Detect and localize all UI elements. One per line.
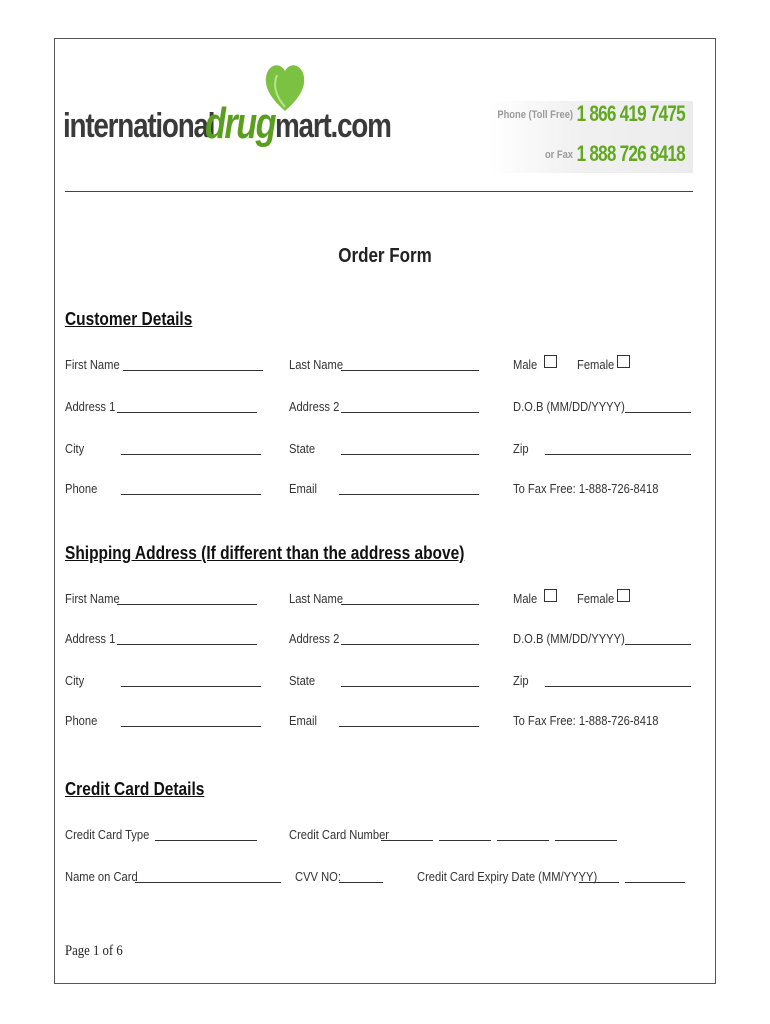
card-number-field-2[interactable] [439, 840, 491, 841]
shipping-zip-field[interactable] [545, 686, 691, 687]
customer-zip-field[interactable] [545, 454, 691, 455]
customer-male-label: Male [513, 357, 538, 372]
customer-email-field[interactable] [339, 494, 479, 495]
logo-text-international: international [63, 107, 215, 145]
customer-last-name-field[interactable] [341, 370, 479, 371]
shipping-male-label: Male [513, 591, 538, 606]
fax-number: 1 888 726 8418 [576, 141, 685, 166]
customer-phone-label: Phone [65, 481, 98, 496]
card-number-field-3[interactable] [497, 840, 549, 841]
toll-free-label: Phone (Toll Free) [497, 109, 573, 121]
page-number: Page 1 of 6 [65, 943, 123, 959]
customer-address1-field[interactable] [117, 412, 257, 413]
header-divider [65, 191, 693, 192]
shipping-last-name-field[interactable] [341, 604, 479, 605]
customer-details-heading: Customer Details [65, 309, 193, 329]
shipping-state-label: State [289, 673, 316, 688]
logo-text-mart: mart.com [275, 107, 391, 145]
card-number-field-4[interactable] [555, 840, 617, 841]
customer-email-label: Email [289, 481, 317, 496]
shipping-address-heading: Shipping Address (If different than the address above) [65, 543, 465, 563]
shipping-address1-field[interactable] [117, 644, 257, 645]
customer-last-name-label: Last Name [289, 357, 344, 372]
shipping-state-field[interactable] [341, 686, 479, 687]
customer-state-field[interactable] [341, 454, 479, 455]
card-type-label: Credit Card Type [65, 827, 150, 842]
shipping-address2-field[interactable] [341, 644, 479, 645]
shipping-address2-label: Address 2 [289, 631, 340, 646]
shipping-first-name-field[interactable] [117, 604, 257, 605]
shipping-dob-label: D.O.B (MM/DD/YYYY) [513, 631, 625, 646]
page-title: Order Form [338, 245, 432, 267]
customer-fax-text: To Fax Free: 1-888-726-8418 [513, 481, 659, 496]
customer-city-field[interactable] [121, 454, 261, 455]
card-number-field-1[interactable] [381, 840, 433, 841]
shipping-email-field[interactable] [339, 726, 479, 727]
toll-free-number: 1 866 419 7475 [576, 101, 685, 126]
shipping-address1-label: Address 1 [65, 631, 116, 646]
shipping-female-label: Female [577, 591, 615, 606]
order-form-page [54, 38, 716, 984]
customer-zip-label: Zip [513, 441, 529, 456]
shipping-last-name-label: Last Name [289, 591, 344, 606]
shipping-city-label: City [65, 673, 85, 688]
cvv-label: CVV NO: [295, 869, 341, 884]
shipping-city-field[interactable] [121, 686, 261, 687]
card-number-label: Credit Card Number [289, 827, 390, 842]
shipping-dob-field[interactable] [625, 644, 691, 645]
cvv-field[interactable] [339, 882, 383, 883]
shipping-phone-label: Phone [65, 713, 98, 728]
shipping-phone-field[interactable] [121, 726, 261, 727]
customer-first-name-label: First Name [65, 357, 120, 372]
name-on-card-label: Name on Card [65, 869, 138, 884]
customer-address1-label: Address 1 [65, 399, 116, 414]
fax-label: or Fax [544, 149, 573, 161]
expiry-year-field[interactable] [625, 882, 685, 883]
shipping-zip-label: Zip [513, 673, 529, 688]
customer-address2-label: Address 2 [289, 399, 340, 414]
customer-female-checkbox[interactable] [617, 355, 630, 368]
name-on-card-field[interactable] [135, 882, 281, 883]
customer-male-checkbox[interactable] [544, 355, 557, 368]
shipping-fax-text: To Fax Free: 1-888-726-8418 [513, 713, 659, 728]
shipping-email-label: Email [289, 713, 317, 728]
customer-phone-field[interactable] [121, 494, 261, 495]
customer-state-label: State [289, 441, 316, 456]
logo-text-drug: drug [205, 99, 276, 148]
customer-first-name-field[interactable] [123, 370, 263, 371]
customer-city-label: City [65, 441, 85, 456]
shipping-female-checkbox[interactable] [617, 589, 630, 602]
shipping-male-checkbox[interactable] [544, 589, 557, 602]
credit-card-heading: Credit Card Details [65, 779, 205, 799]
phone-contact-box [491, 101, 693, 173]
customer-female-label: Female [577, 357, 615, 372]
card-type-field[interactable] [155, 840, 257, 841]
expiry-label: Credit Card Expiry Date (MM/YYYY) [417, 869, 598, 884]
customer-address2-field[interactable] [341, 412, 479, 413]
customer-dob-label: D.O.B (MM/DD/YYYY) [513, 399, 625, 414]
shipping-first-name-label: First Name [65, 591, 120, 606]
expiry-month-field[interactable] [579, 882, 619, 883]
customer-dob-field[interactable] [625, 412, 691, 413]
